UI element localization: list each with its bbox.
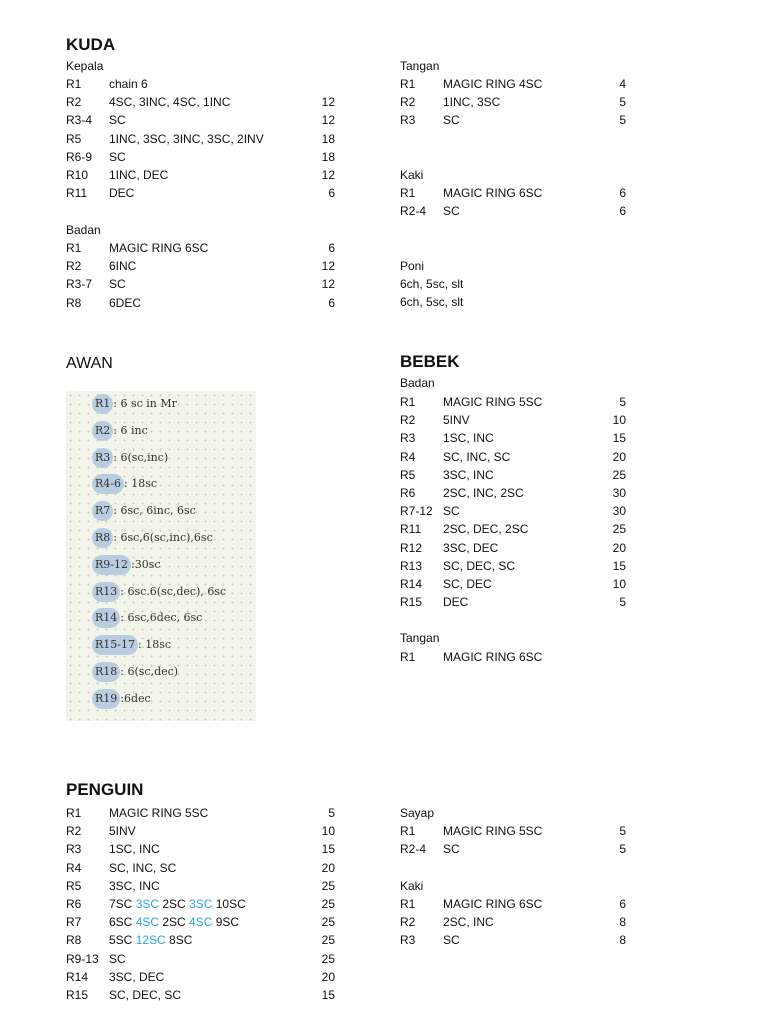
row-stitch-count: 25 — [321, 933, 335, 948]
awan-pattern-line — [95, 582, 226, 602]
row-stitch-count: 10 — [612, 413, 626, 428]
round-instruction: : 6(sc,dec) — [120, 665, 179, 678]
table-row — [66, 166, 335, 184]
row-instruction: MAGIC RING 4SC — [443, 77, 543, 92]
row-stitch-count: 15 — [321, 842, 335, 857]
row-round: R3-4 — [66, 113, 93, 128]
table-row — [400, 393, 626, 411]
awan-title: AWAN — [66, 355, 113, 372]
highlighted-stitches: 4SC — [189, 915, 213, 930]
row-round: R6-9 — [66, 149, 93, 164]
row-round: R3 — [400, 431, 416, 446]
row-stitch-count: 30 — [612, 504, 626, 519]
penguin-title: PENGUIN — [66, 780, 144, 799]
kuda-tangan-label: Tangan — [400, 59, 440, 73]
round-highlight: R15-17 — [92, 635, 138, 655]
row-round: R2-4 — [400, 204, 427, 219]
round-highlight: R1 — [92, 394, 113, 414]
kuda-kepala-table — [66, 75, 335, 202]
row-round: R3-7 — [66, 277, 93, 292]
row-stitch-count: 20 — [321, 860, 335, 875]
row-round: R2 — [66, 824, 82, 839]
table-row — [66, 75, 335, 93]
row-stitch-count: 12 — [321, 113, 335, 128]
table-row — [400, 411, 626, 429]
round-highlight: R18 — [92, 662, 120, 682]
row-instruction — [109, 841, 295, 857]
row-stitch-count: 25 — [321, 915, 335, 930]
row-round: R8 — [66, 295, 82, 310]
instruction-part: 2SC — [159, 915, 190, 930]
round-instruction: : 6sc.6(sc,dec), 6sc — [120, 584, 227, 598]
table-row — [400, 557, 626, 575]
kuda-poni-label: Poni — [400, 259, 425, 273]
row-instruction — [109, 896, 295, 912]
instruction-part: 2SC — [159, 897, 190, 912]
table-row — [66, 257, 335, 275]
round-instruction: : 18sc — [138, 638, 172, 652]
instruction-part: 7SC — [109, 897, 136, 912]
row-round: R10 — [66, 168, 89, 183]
table-row — [400, 448, 626, 466]
table-row — [66, 148, 335, 166]
table-row — [400, 75, 626, 93]
row-stitch-count: 15 — [612, 431, 626, 446]
row-round: R6 — [400, 486, 416, 501]
row-round: R1 — [66, 806, 82, 821]
row-instruction — [109, 969, 295, 985]
row-round: R11 — [66, 186, 88, 201]
row-round: R5 — [66, 878, 82, 893]
table-row — [66, 840, 335, 858]
row-stitch-count: 5 — [328, 806, 335, 821]
table-row — [400, 840, 626, 858]
table-row — [66, 968, 335, 986]
row-round: R2 — [400, 915, 416, 930]
round-highlight: R19 — [92, 689, 120, 709]
awan-pattern-image — [66, 391, 256, 721]
instruction-part: 9SC — [212, 915, 240, 930]
row-instruction: MAGIC RING 6SC — [443, 897, 543, 912]
instruction-part: 5INV — [109, 824, 136, 839]
row-round: R11 — [400, 522, 422, 537]
row-instruction: 1SC, INC — [443, 431, 494, 446]
row-instruction — [109, 987, 295, 1003]
instruction-part: 10SC — [212, 897, 246, 912]
round-highlight: R4-6 — [92, 474, 124, 494]
table-row — [66, 822, 335, 840]
table-row — [400, 895, 626, 913]
table-row — [66, 275, 335, 293]
round-instruction: : 6sc,6(sc,inc),6sc — [113, 531, 213, 544]
row-round: R8 — [66, 933, 82, 948]
round-instruction: : 6 sc in Mr — [113, 397, 177, 410]
round-highlight: R2 — [92, 421, 113, 441]
table-row — [66, 804, 335, 822]
row-stitch-count: 5 — [619, 842, 626, 857]
row-instruction: MAGIC RING 5SC — [443, 824, 543, 839]
row-instruction: 6INC — [109, 259, 137, 274]
penguin-sayap-label: Sayap — [400, 806, 435, 820]
round-highlight: R9-12 — [92, 555, 131, 575]
row-instruction: SC — [109, 113, 126, 128]
row-instruction: 2SC, INC — [443, 915, 494, 930]
row-instruction: 6DEC — [109, 295, 142, 310]
row-stitch-count: 4 — [619, 77, 626, 92]
row-round: R2-4 — [400, 842, 427, 857]
round-highlight: R13 — [92, 582, 120, 602]
row-round: R14 — [66, 969, 89, 984]
round-instruction: : 6sc, 6inc, 6sc — [113, 504, 196, 518]
row-round: R3 — [66, 842, 82, 857]
table-row — [66, 130, 335, 148]
awan-pattern-line — [95, 474, 157, 494]
highlighted-stitches: 3SC — [135, 897, 160, 912]
round-highlight: R3 — [92, 448, 113, 468]
row-round: R15 — [400, 595, 423, 610]
row-stitch-count: 10 — [612, 576, 626, 591]
row-round: R3 — [400, 933, 416, 948]
awan-pattern-line — [95, 608, 202, 628]
table-row — [66, 950, 335, 968]
table-row — [66, 877, 335, 895]
instruction-part: 3SC, DEC — [109, 969, 165, 984]
row-instruction: SC, DEC, SC — [443, 558, 516, 573]
row-stitch-count: 5 — [619, 113, 626, 128]
table-row — [66, 239, 335, 257]
awan-pattern-line — [95, 448, 168, 468]
row-instruction: MAGIC RING 6SC — [443, 186, 543, 201]
row-stitch-count: 5 — [619, 595, 626, 610]
instruction-part: SC — [109, 951, 126, 966]
row-stitch-count: 30 — [612, 486, 626, 501]
row-instruction: 5INV — [443, 413, 470, 428]
awan-pattern-line — [95, 501, 196, 521]
bebek-tangan-table — [400, 648, 626, 666]
row-round: R6 — [66, 897, 82, 912]
instruction-part: 1SC, INC — [109, 842, 160, 857]
row-stitch-count: 8 — [619, 933, 626, 948]
awan-pattern-line — [95, 662, 178, 682]
row-stitch-count: 18 — [321, 149, 335, 164]
row-stitch-count: 20 — [612, 449, 626, 464]
row-round: R9-13 — [66, 951, 99, 966]
row-stitch-count: 12 — [321, 277, 335, 292]
row-instruction — [109, 805, 295, 821]
row-instruction — [109, 914, 295, 930]
row-round: R1 — [400, 897, 416, 912]
row-stitch-count: 18 — [321, 131, 335, 146]
row-stitch-count: 6 — [619, 897, 626, 912]
kuda-kaki-label: Kaki — [400, 168, 424, 182]
awan-pattern-line — [95, 689, 151, 709]
row-instruction: DEC — [443, 595, 469, 610]
table-row — [400, 502, 626, 520]
table-row — [400, 466, 626, 484]
table-row — [400, 520, 626, 538]
row-instruction: 2SC, INC, 2SC — [443, 486, 524, 501]
table-row — [400, 184, 626, 202]
row-round: R1 — [400, 395, 416, 410]
table-row — [66, 93, 335, 111]
row-round: R1 — [66, 77, 82, 92]
kuda-poni-line: 6ch, 5sc, slt — [400, 277, 464, 291]
row-stitch-count: 5 — [619, 824, 626, 839]
instruction-part: 6SC — [109, 915, 136, 930]
row-instruction: SC — [109, 149, 126, 164]
kuda-poni-line: 6ch, 5sc, slt — [400, 295, 464, 309]
row-round: R1 — [400, 824, 416, 839]
row-instruction: 1INC, 3SC, 3INC, 3SC, 2INV — [109, 131, 264, 146]
row-instruction — [109, 860, 295, 876]
row-instruction: 1INC, 3SC — [443, 95, 501, 110]
instruction-part: MAGIC RING 5SC — [109, 806, 209, 821]
table-row — [400, 93, 626, 111]
row-stitch-count: 6 — [619, 186, 626, 201]
row-instruction — [109, 951, 295, 967]
row-instruction: MAGIC RING 5SC — [443, 395, 543, 410]
row-stitch-count: 6 — [328, 241, 335, 256]
row-stitch-count: 10 — [321, 824, 335, 839]
table-row — [400, 575, 626, 593]
kuda-badan-label: Badan — [66, 223, 101, 237]
row-stitch-count: 6 — [328, 186, 335, 201]
row-stitch-count: 5 — [619, 395, 626, 410]
row-round: R2 — [400, 95, 416, 110]
table-row — [400, 913, 626, 931]
row-instruction: SC, INC, SC — [443, 449, 511, 464]
highlighted-stitches: 4SC — [135, 915, 160, 930]
table-row — [400, 822, 626, 840]
row-round: R1 — [400, 77, 416, 92]
row-round: R14 — [400, 576, 423, 591]
row-instruction — [109, 932, 295, 948]
row-round: R3 — [400, 113, 416, 128]
table-row — [66, 859, 335, 877]
table-row — [400, 648, 626, 666]
row-stitch-count: 8 — [619, 915, 626, 930]
row-round: R4 — [400, 449, 416, 464]
kuda-badan-table — [66, 239, 335, 312]
row-instruction: DEC — [109, 186, 135, 201]
awan-pattern-line — [95, 528, 213, 548]
row-instruction: 3SC, DEC — [443, 540, 499, 555]
row-round: R5 — [400, 467, 416, 482]
row-instruction: SC — [443, 113, 460, 128]
round-instruction: : 6 inc — [113, 423, 148, 437]
bebek-badan-table — [400, 393, 626, 611]
row-stitch-count: 6 — [619, 204, 626, 219]
row-instruction: 3SC, INC — [443, 467, 494, 482]
row-stitch-count: 25 — [321, 897, 335, 912]
instruction-part: SC, INC, SC — [109, 860, 177, 875]
round-instruction: : 18sc — [124, 477, 158, 491]
awan-pattern-line — [95, 635, 171, 655]
round-highlight: R8 — [92, 528, 113, 548]
round-instruction: :30sc — [131, 557, 161, 571]
round-instruction: : 6sc,6dec, 6sc — [120, 611, 203, 625]
table-row — [66, 986, 335, 1004]
row-stitch-count: 12 — [321, 168, 335, 183]
row-round: R1 — [400, 186, 416, 201]
table-row — [400, 111, 626, 129]
row-stitch-count: 25 — [612, 467, 626, 482]
round-highlight: R7 — [92, 501, 113, 521]
kuda-kaki-table — [400, 184, 626, 220]
bebek-title: BEBEK — [400, 352, 460, 371]
instruction-part: SC, DEC, SC — [109, 987, 182, 1002]
table-row — [66, 184, 335, 202]
table-row — [400, 593, 626, 611]
round-instruction: : 6(sc,inc) — [113, 450, 169, 464]
row-instruction: MAGIC RING 6SC — [443, 650, 543, 665]
row-instruction: SC, DEC — [443, 576, 492, 591]
row-stitch-count: 25 — [612, 522, 626, 537]
row-stitch-count: 20 — [321, 969, 335, 984]
kuda-kepala-label: Kepala — [66, 59, 104, 73]
round-highlight: R14 — [92, 608, 120, 628]
table-row — [400, 931, 626, 949]
table-row — [400, 539, 626, 557]
row-round: R4 — [66, 860, 82, 875]
table-row — [66, 111, 335, 129]
row-round: R5 — [66, 131, 82, 146]
penguin-sayap-table — [400, 822, 626, 858]
row-instruction: 2SC, DEC, 2SC — [443, 522, 529, 537]
awan-pattern-line — [95, 555, 161, 575]
row-instruction: SC — [443, 204, 460, 219]
row-round: R7-12 — [400, 504, 433, 519]
awan-pattern-line — [95, 394, 177, 414]
instruction-part: 5SC — [109, 933, 136, 948]
awan-pattern-line — [95, 421, 148, 441]
highlighted-stitches: 12SC — [135, 933, 166, 948]
row-stitch-count: 20 — [612, 540, 626, 555]
row-instruction: MAGIC RING 6SC — [109, 241, 209, 256]
row-stitch-count: 25 — [321, 878, 335, 893]
row-instruction: SC — [443, 504, 460, 519]
penguin-main-table — [66, 804, 335, 1004]
table-row — [400, 429, 626, 447]
highlighted-stitches: 3SC — [189, 897, 213, 912]
row-instruction: chain 6 — [109, 77, 148, 92]
row-round: R12 — [400, 540, 423, 555]
row-instruction: SC — [443, 842, 460, 857]
row-instruction: 1INC, DEC — [109, 168, 169, 183]
row-round: R7 — [66, 915, 82, 930]
table-row — [66, 931, 335, 949]
row-round: R2 — [66, 259, 82, 274]
table-row — [66, 294, 335, 312]
row-round: R13 — [400, 558, 423, 573]
bebek-tangan-label: Tangan — [400, 631, 440, 645]
row-instruction: 4SC, 3INC, 4SC, 1INC — [109, 95, 231, 110]
instruction-part: 3SC, INC — [109, 878, 160, 893]
row-round: R1 — [66, 241, 82, 256]
table-row — [400, 484, 626, 502]
row-stitch-count: 15 — [321, 987, 335, 1002]
row-stitch-count: 12 — [321, 95, 335, 110]
round-instruction: :6dec — [120, 691, 151, 705]
table-row — [66, 913, 335, 931]
kuda-title: KUDA — [66, 35, 116, 54]
row-instruction — [109, 823, 295, 839]
table-row — [66, 895, 335, 913]
kuda-tangan-table — [400, 75, 626, 130]
row-stitch-count: 12 — [321, 259, 335, 274]
row-instruction — [109, 878, 295, 894]
row-round: R15 — [66, 987, 89, 1002]
row-round: R1 — [400, 650, 416, 665]
penguin-kaki-table — [400, 895, 626, 950]
bebek-badan-label: Badan — [400, 376, 435, 390]
row-stitch-count: 15 — [612, 558, 626, 573]
row-stitch-count: 5 — [619, 95, 626, 110]
row-instruction: SC — [443, 933, 460, 948]
row-round: R2 — [400, 413, 416, 428]
penguin-kaki-label: Kaki — [400, 879, 424, 893]
row-round: R2 — [66, 95, 82, 110]
row-stitch-count: 25 — [321, 951, 335, 966]
instruction-part: 8SC — [165, 933, 193, 948]
table-row — [400, 202, 626, 220]
row-instruction: SC — [109, 277, 126, 292]
row-stitch-count: 6 — [328, 295, 335, 310]
